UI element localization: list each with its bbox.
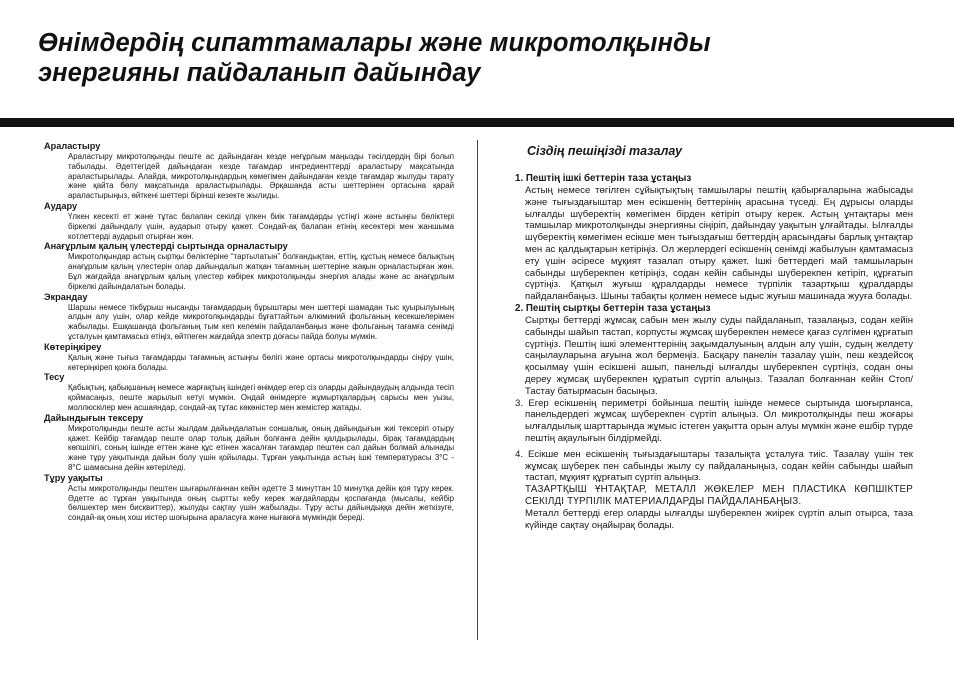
cleaning-text-metal: Металл беттерді егер оларды ылғалды шүберекпен жиірек сүртіп алып отырса, таза күйінде сақтау оңайырақ болады. xyxy=(525,507,913,531)
section-heading-elevating: Көтеріңкіреу xyxy=(44,341,102,352)
cleaning-item-3: 3. Егер есікшенің периметрі бойынша пештің ішінде немесе сыртында шоғырланса, панельдердегі жұмсақ шүберекпен сүртіп алыңыз. Ол микротолқынды пеш жоғары ылғалдылық шарттарында жұмыс істеген уақытта орын алуы мүмкін және ешбір түрде пештің ақаулығын білдірмейді. xyxy=(515,397,913,444)
page-title-line-1: Өнімдердің сипаттамалары және микротолқынды xyxy=(38,29,711,57)
section-heading-doneness: Дайындығын тексеру xyxy=(44,412,144,423)
cleaning-text-interior: Астың немесе төгілген сұйықтықтың тамшылары пештің қабырғаларына жабысады және тығыздағыштар мен есікшенің беттерінің арасына түседі. Ең дұрысы оларды ылғалды шүберектің көмегімен бірден кетіріп отыру керек. Астың ұнтақтары мен тамшылар микротолқынды энергияны сіңіріп, дайындау уақытын ұлғайтады. Ылғалды шүберектің көмегімен есікше мен тығыздағыш беттердің арасындағы барлық ұнтақтар мен ас қалдықтарын кетіріңіз. Ол жерлердегі есікшенің сенімді жабылуын қамтамасыз ету үшін әсіресе мұқият тазалап отыру қажет. Ішкі беттердегі май тамшыларын сабынды шүберекпен кетіріңіз, содан кейін сабынды шүберекпен кетіріп, құрғатып сүртіңіз. Қатқыл жуғыш құралдарды немесе түрпілік тазартқыш құралдарды пайдаланбаңыз. Шыны табақты қолмен немесе ыдыс жуғыш машинада жууға болады. xyxy=(525,185,913,303)
header-rule xyxy=(0,118,954,127)
section-text-stirring: Араластыру микротолқынды пеште ас дайындаған кезде неғұрлым маңызды тәсілдердің бірі болып табылады. Әдеттегідей дайындаған кезде тағамдар ингредиенттерді араластыру мақсатында араластырылады. Алайда, микротолқындардың көмегімен дайындаған кезде тағамдар жылуды тарату және қайта бөлу мақсатында араластырылады. Әрқашанда асты шеттерінен ортасына қарай араластырыңыз, өйткені шеттері бірінші кезекте жылиды. xyxy=(68,152,454,201)
column-divider xyxy=(477,140,478,640)
section-text-standing-time: Асты микротолқынды пештен шығарылғаннан кейін әдетте 3 минуттан 10 минутқа дейін қоя тұру керек. Әдетте ас тұрған уақытында оның сыртты кебу керек жағдайларды қоспағанда (мысалы, кейбір бөлшектер мен бисквиттер), жылуды сақтау үшін жабылады. Тұру асты дайындыққа дейін жеткізуге, сондай-ақ оның хош иістер шоғырына араласуға және нығаюға мүмкіндік береді. xyxy=(68,483,454,523)
cleaning-heading-exterior: 2. Пештің сыртқы беттерін таза ұстаңыз xyxy=(515,302,711,314)
section-text-doneness: Микротолқынды пеште асты жылдам дайындалатын соншалық, оның дайындығын жиі тексеріп отыру қажет. Кейбір тағамдар пеште олар толық дайын болғанға дейін қалдырылады, бірақ тағамдардың көпшілігі, соның ішінде еттен және құс етінен жасалған тағамдар пештен сәл дайын болмай алынады және тұру уақытында дайын болу үшін қойылады. Тұрған уақытында астың ішкі температурасы 3°C - 8°C шамасына дейін көтеріледі. xyxy=(68,423,454,472)
page-title xyxy=(38,28,711,88)
section-text-elevating: Қалың және тығыз тағамдарды тағамның астыңғы бөлігі және ортасы микротолқындарды сіңіру үшін, көтеріңкіреп қоюға болады. xyxy=(68,352,454,372)
section-heading-arranging: Анағұрлым қалың үлестерді сыртында орналастыру xyxy=(44,241,288,252)
cleaning-warning: ТАЗАРТҚЫШ ҰНТАҚТАР, МЕТАЛЛ ЖӨКЕЛЕР МЕН ПЛАСТИКА КӨПШІКТЕР СЕКІЛДІ ТҮРПІЛІК МАТЕРИАЛДАРДЫ ПАЙДАЛАНБАҢЫЗ. xyxy=(525,484,913,507)
section-text-arranging: Микротолқындар астың сыртқы бөліктеріне “тартылатын” болғандықтан, еттің, құстың немесе балықтың анағұрлым қалың үлестерін олар дайындалып жатқан тағамның шеттеріне жақын орналастырған жөн. Бұл жағдайда анағұрлым қалың үлестер көбірек микротолқынды энергия алады және ас анағұрлым біркелкі дайындалатын болады. xyxy=(68,252,454,291)
page-header xyxy=(0,0,954,118)
spacer xyxy=(515,159,913,173)
cleaning-title: Сіздің пешіңізді тазалау xyxy=(527,144,683,158)
section-text-shielding: Шаршы немесе тікбұрыш нысанды тағамдардың бұрыштары мен шеттері шамадан тыс қуырылуының алдын алу үшін, олар кейде микротолқындарды бұғаттайтын алюминий фольганың кесекшелерімен жабылады. Ешқашанда фольганың тым кеп келемін пайдаланбаңыз және фольганың тағамға сенімді ұсталуын қамтамасыз етіңіз, өйтпеген жағдайда электр доғасы пайда болуы мүмкін. xyxy=(68,302,454,341)
section-heading-stirring: Араластыру xyxy=(44,141,101,151)
section-heading-shielding: Экрандау xyxy=(44,291,88,302)
cleaning-heading-interior: 1. Пештің ішкі беттерін таза ұстаңыз xyxy=(515,173,692,184)
page-title-line-2: энергияны пайдаланып дайындау xyxy=(38,59,481,87)
left-column xyxy=(44,141,454,523)
section-text-piercing: Қабықтың, қабықшаның немесе жарғақтың ішіндегі өнімдер егер сіз оларды дайындаудың алдында тесіп қоймасаңыз, пеште жарылып кетуі мүмкін. Ондай өнімдерге жұмыртқалардың сарысы мен уызы, моллюскілер мен асшаяндар, сондай-ақ тұтас көкөністер мен жемістер жатады. xyxy=(68,383,454,412)
section-heading-standing-time: Тұру уақыты xyxy=(44,472,103,483)
section-heading-turning: Аудару xyxy=(44,200,78,211)
cleaning-item-4: 4. Есікше мен есікшенің тығыздағыштары тазалықта ұсталуға тиіс. Тазалау үшін тек жұмсақ шүберек пен сабынды жылу су пайдаланыңыз, содан кейін сабынды шайып тастап, мұқият құрғатып сүртіп алыңыз. xyxy=(515,448,913,484)
cleaning-text-exterior: Сыртқы беттерді жұмсақ сабын мен жылу суды пайдаланып, тазалаңыз, содан кейін сабынды шайып тастап, корпусты жұмсақ шүберекпен немесе қағаз сүлгімен құрғатып сүртіңіз. Пештің ішкі элементтерінің зақымдалуының алдын алу үшін, судың желдету саңылауларына ағуына жол бермеңіз. Басқару панелін тазалау үшін, пеш кездейсоқ қосылмау үшін есікшені ашып, панельді ылғалды шүберекпен сүртіңіз, содан оны дереу жұмсақ шүберекпен құратып сүртіп алыңыз. Тазалап болғаннан кейін Стоп/Тастау батырмасын басыңыз. xyxy=(525,314,913,397)
right-column xyxy=(515,141,913,531)
section-text-turning: Үлкен кесекті ет және тұтас балапан секілді үлкен биік тағамдарды үстіңгі және астыңғы бөліктері біркелкі дайындалу үшін, аударып отыру қажет. Сондай-ақ балапан етінің кесектері мен жаншыма котлеттерді аударып отырған жөн. xyxy=(68,211,454,241)
section-heading-piercing: Тесу xyxy=(44,372,65,383)
